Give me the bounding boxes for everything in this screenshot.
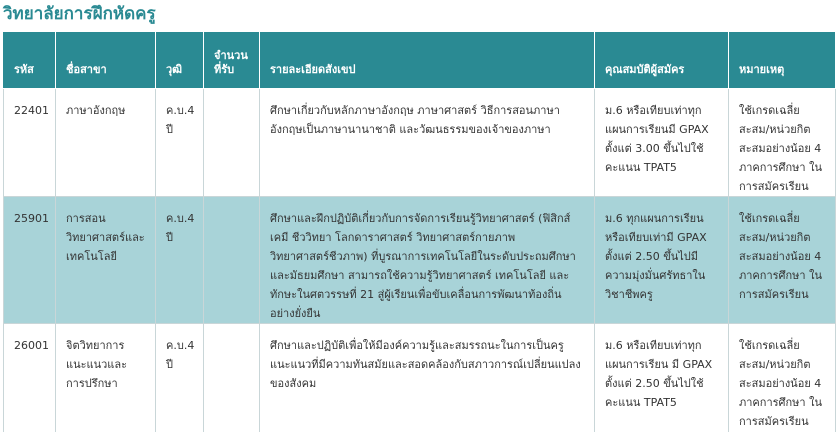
cell-name: ภาษาอังกฤษ	[56, 89, 156, 197]
cell-note: ใช้เกรดเฉลี่ยสะสม/หน่วยกิตสะสมอย่างน้อย 4 ภาคการศึกษา ในการสมัครเรียน	[729, 197, 836, 324]
cell-code: 22401	[4, 89, 56, 197]
table-header-row	[4, 32, 836, 89]
header-detail: รายละเอียดสังเขป	[260, 32, 595, 89]
cell-note: ใช้เกรดเฉลี่ยสะสม/หน่วยกิตสะสมอย่างน้อย 4 ภาคการศึกษา ในการสมัครเรียน	[729, 89, 836, 197]
header-name: ชื่อสาขา	[56, 32, 156, 89]
table-row	[4, 324, 836, 432]
cell-detail: ศึกษาและฝึกปฏิบัติเกี่ยวกับการจัดการเรียนรู้วิทยาศาสตร์ (ฟิสิกส์ เคมี ชีววิทยา โลกดาราศาสตร์ วิทยาศาสตร์กายภาพ วิทยาศาสตร์ชีวภาพ) ที่บูรณาการเทคโนโลยีในระดับประถมศึกษาและมัธยมศึกษา สามารถใช้ความรู้วิทยาศาสตร์ เทคโนโลยี และทักษะในศตวรรษที่ 21 สู่ผู้เรียนเพื่อขับเคลื่อนการพัฒนาท้องถิ่นอย่างยั่งยืน	[260, 197, 595, 324]
cell-degree: ค.บ.4 ปี	[156, 197, 204, 324]
header-degree: วุฒิ	[156, 32, 204, 89]
cell-note: ใช้เกรดเฉลี่ยสะสม/หน่วยกิตสะสมอย่างน้อย 4 ภาคการศึกษา ในการสมัครเรียน	[729, 324, 836, 432]
cell-qualification: ม.6 ทุกแผนการเรียน หรือเทียบเท่ามี GPAX ตั้งแต่ 2.50 ขึ้นไปมีความมุ่งมั่นศรัทธาในวิชาชีพครู	[595, 197, 729, 324]
cell-quota	[204, 324, 260, 432]
page-title: วิทยาลัยการฝึกหัดครู	[3, 4, 156, 24]
header-qualification: คุณสมบัติผู้สมัคร	[595, 32, 729, 89]
cell-quota	[204, 89, 260, 197]
program-table	[3, 31, 836, 432]
cell-qualification: ม.6 หรือเทียบเท่าทุกแผนการเรียนมี GPAX ตั้งแต่ 3.00 ขึ้นไปใช้คะแนน TPAT5	[595, 89, 729, 197]
cell-qualification: ม.6 หรือเทียบเท่าทุกแผนการเรียน มี GPAX ตั้งแต่ 2.50 ขึ้นไปใช้คะแนน TPAT5	[595, 324, 729, 432]
cell-degree: ค.บ.4 ปี	[156, 89, 204, 197]
cell-detail: ศึกษาและปฏิบัติเพื่อให้มีองค์ความรู้และสมรรถนะในการเป็นครูแนะแนวที่มีความทันสมัยและสอดคล้องกับสภาวการณ์เปลี่ยนแปลงของสังคม	[260, 324, 595, 432]
table-row	[4, 89, 836, 197]
cell-code: 25901	[4, 197, 56, 324]
cell-degree: ค.บ.4 ปี	[156, 324, 204, 432]
table-row	[4, 197, 836, 324]
cell-detail: ศึกษาเกี่ยวกับหลักภาษาอังกฤษ ภาษาศาสตร์ วิธีการสอนภาษาอังกฤษเป็นภาษานานาชาติ และวัฒนธรรมของเจ้าของภาษา	[260, 89, 595, 197]
cell-quota	[204, 197, 260, 324]
cell-name: การสอนวิทยาศาสตร์และเทคโนโลยี	[56, 197, 156, 324]
header-quota: จำนวนที่รับ	[204, 32, 260, 89]
cell-code: 26001	[4, 324, 56, 432]
header-note: หมายเหตุ	[729, 32, 836, 89]
header-code: รหัส	[4, 32, 56, 89]
cell-name: จิตวิทยาการแนะแนวและการปรึกษา	[56, 324, 156, 432]
